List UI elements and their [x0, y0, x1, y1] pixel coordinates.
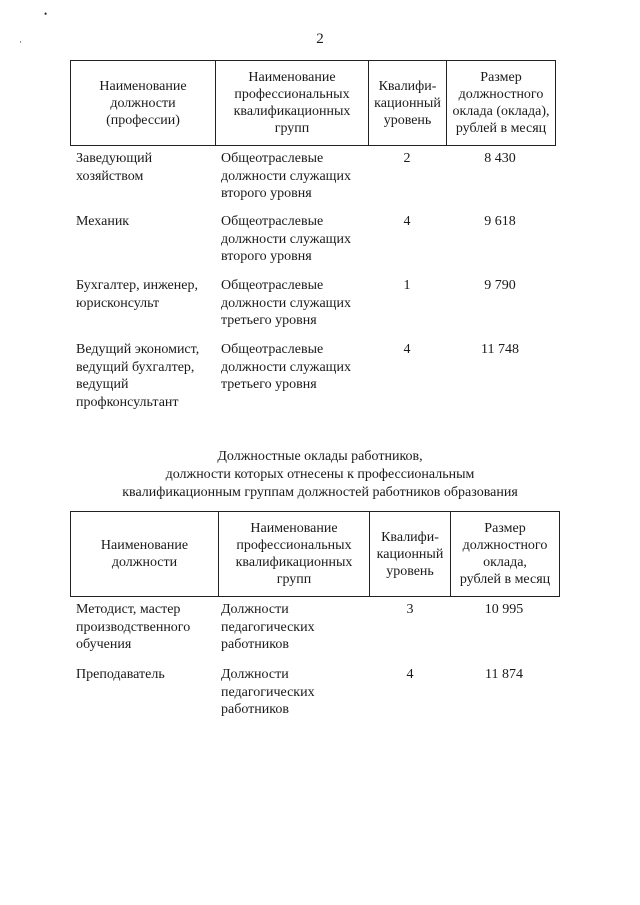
text-line: должности служащих	[221, 168, 351, 184]
text-line: ведущий бухгалтер,	[76, 359, 195, 375]
header-line: Наименование	[250, 521, 338, 536]
header-line: (профессии)	[106, 112, 180, 128]
qualification-level: 3	[406, 602, 414, 617]
qualification-level: 4	[406, 667, 414, 682]
position-name	[76, 601, 190, 654]
text-line: Должности	[221, 602, 289, 617]
position-name	[76, 277, 198, 312]
qualification-group	[221, 213, 351, 266]
salary-value: 8 430	[484, 151, 516, 166]
heading-line: Должностные оклады работников,	[217, 449, 423, 464]
header-line: кационный	[374, 95, 441, 111]
header-line: должности	[110, 95, 176, 111]
header-line: Размер	[480, 70, 522, 85]
position-name	[76, 666, 165, 684]
header-line: рублей в месяц	[455, 121, 547, 136]
scan-speck: •	[44, 9, 48, 19]
table2-header-level	[370, 512, 451, 597]
heading-line: должности которых отнесены к профессиональным	[165, 467, 475, 482]
header-line: Размер	[484, 521, 526, 536]
qualification-group	[221, 150, 351, 203]
header-line: оклада,	[483, 555, 527, 570]
table2-header	[70, 511, 560, 597]
header-line: уровень	[383, 112, 432, 128]
text-line: Общеотраслевые	[221, 214, 324, 229]
text-line: юрисконсульт	[76, 295, 160, 311]
table2-header-group	[219, 512, 370, 597]
position-name	[76, 341, 199, 411]
qualification-level: 2	[403, 151, 411, 166]
header-line: квалификационных	[235, 555, 353, 570]
position-name	[76, 150, 152, 185]
salary-value: 9 618	[484, 214, 516, 229]
header-line: уровень	[386, 563, 434, 579]
text-line: производственного	[76, 619, 191, 635]
text-line: второго уровня	[221, 249, 312, 264]
qualification-group	[221, 601, 315, 654]
qualification-level: 4	[403, 214, 411, 229]
text-line: должности служащих	[221, 231, 351, 247]
qualification-group	[221, 666, 315, 719]
header-line: рублей в месяц	[459, 572, 551, 587]
table1-header-salary	[447, 61, 556, 146]
qualification-group	[221, 277, 351, 330]
position-name	[76, 213, 129, 231]
text-line: Методист, мастер	[76, 602, 181, 617]
page-number: 2	[316, 31, 324, 47]
table1-header	[70, 60, 556, 146]
text-line: Ведущий экономист,	[76, 342, 200, 357]
text-line: профконсультант	[76, 394, 179, 410]
text-line: Общеотраслевые	[221, 151, 324, 166]
text-line: обучения	[76, 637, 132, 652]
text-line: должности служащих	[221, 295, 351, 311]
header-line: профессиональных	[236, 538, 352, 553]
table1-header-group	[216, 61, 369, 146]
header-line: Квалифи-	[381, 529, 439, 545]
salary-value: 11 748	[481, 342, 519, 357]
text-line: работников	[221, 702, 289, 717]
text-line: ведущий	[76, 377, 129, 392]
qualification-level: 4	[403, 342, 411, 357]
header-line: квалификационных	[233, 104, 351, 119]
header-line: должностного	[462, 538, 548, 553]
table1-header-level	[369, 61, 447, 146]
text-line: Общеотраслевые	[221, 278, 324, 293]
table2-header-name	[71, 512, 219, 597]
salary-value: 9 790	[484, 278, 516, 293]
table2-header-salary	[451, 512, 560, 597]
header-line: групп	[276, 572, 312, 587]
text-line: Должности	[221, 667, 289, 682]
header-line: Наименование	[248, 70, 336, 85]
text-line: педагогических	[221, 619, 315, 635]
header-line: групп	[274, 121, 310, 136]
qualification-group	[221, 341, 351, 394]
text-line: третьего уровня	[221, 377, 317, 392]
text-line: Механик	[76, 214, 130, 229]
text-line: Общеотраслевые	[221, 342, 324, 357]
section-heading	[0, 448, 640, 502]
header-line: Наименование	[99, 78, 187, 94]
text-line: третьего уровня	[221, 313, 317, 328]
header-line: оклада (оклада),	[452, 104, 550, 119]
header-line: профессиональных	[234, 87, 350, 102]
text-line: Бухгалтер, инженер,	[76, 278, 198, 293]
text-line: работников	[221, 637, 289, 652]
text-line: должности служащих	[221, 359, 351, 375]
header-line: Наименование	[100, 538, 189, 553]
qualification-level: 1	[403, 278, 411, 293]
text-line: Заведующий	[76, 151, 153, 166]
text-line: Преподаватель	[76, 667, 165, 682]
header-line: Квалифи-	[378, 78, 437, 94]
header-line: должности	[111, 555, 178, 570]
table1-header-name	[71, 61, 216, 146]
header-line: кационный	[376, 546, 444, 562]
header-line: должностного	[458, 87, 544, 102]
salary-value: 11 874	[485, 667, 523, 682]
heading-line: квалификационным группам должностей работников образования	[122, 485, 518, 500]
text-line: хозяйством	[76, 168, 144, 184]
text-line: педагогических	[221, 684, 315, 700]
scan-speck: ·	[19, 37, 22, 47]
text-line: второго уровня	[221, 186, 312, 201]
salary-value: 10 995	[484, 602, 524, 617]
